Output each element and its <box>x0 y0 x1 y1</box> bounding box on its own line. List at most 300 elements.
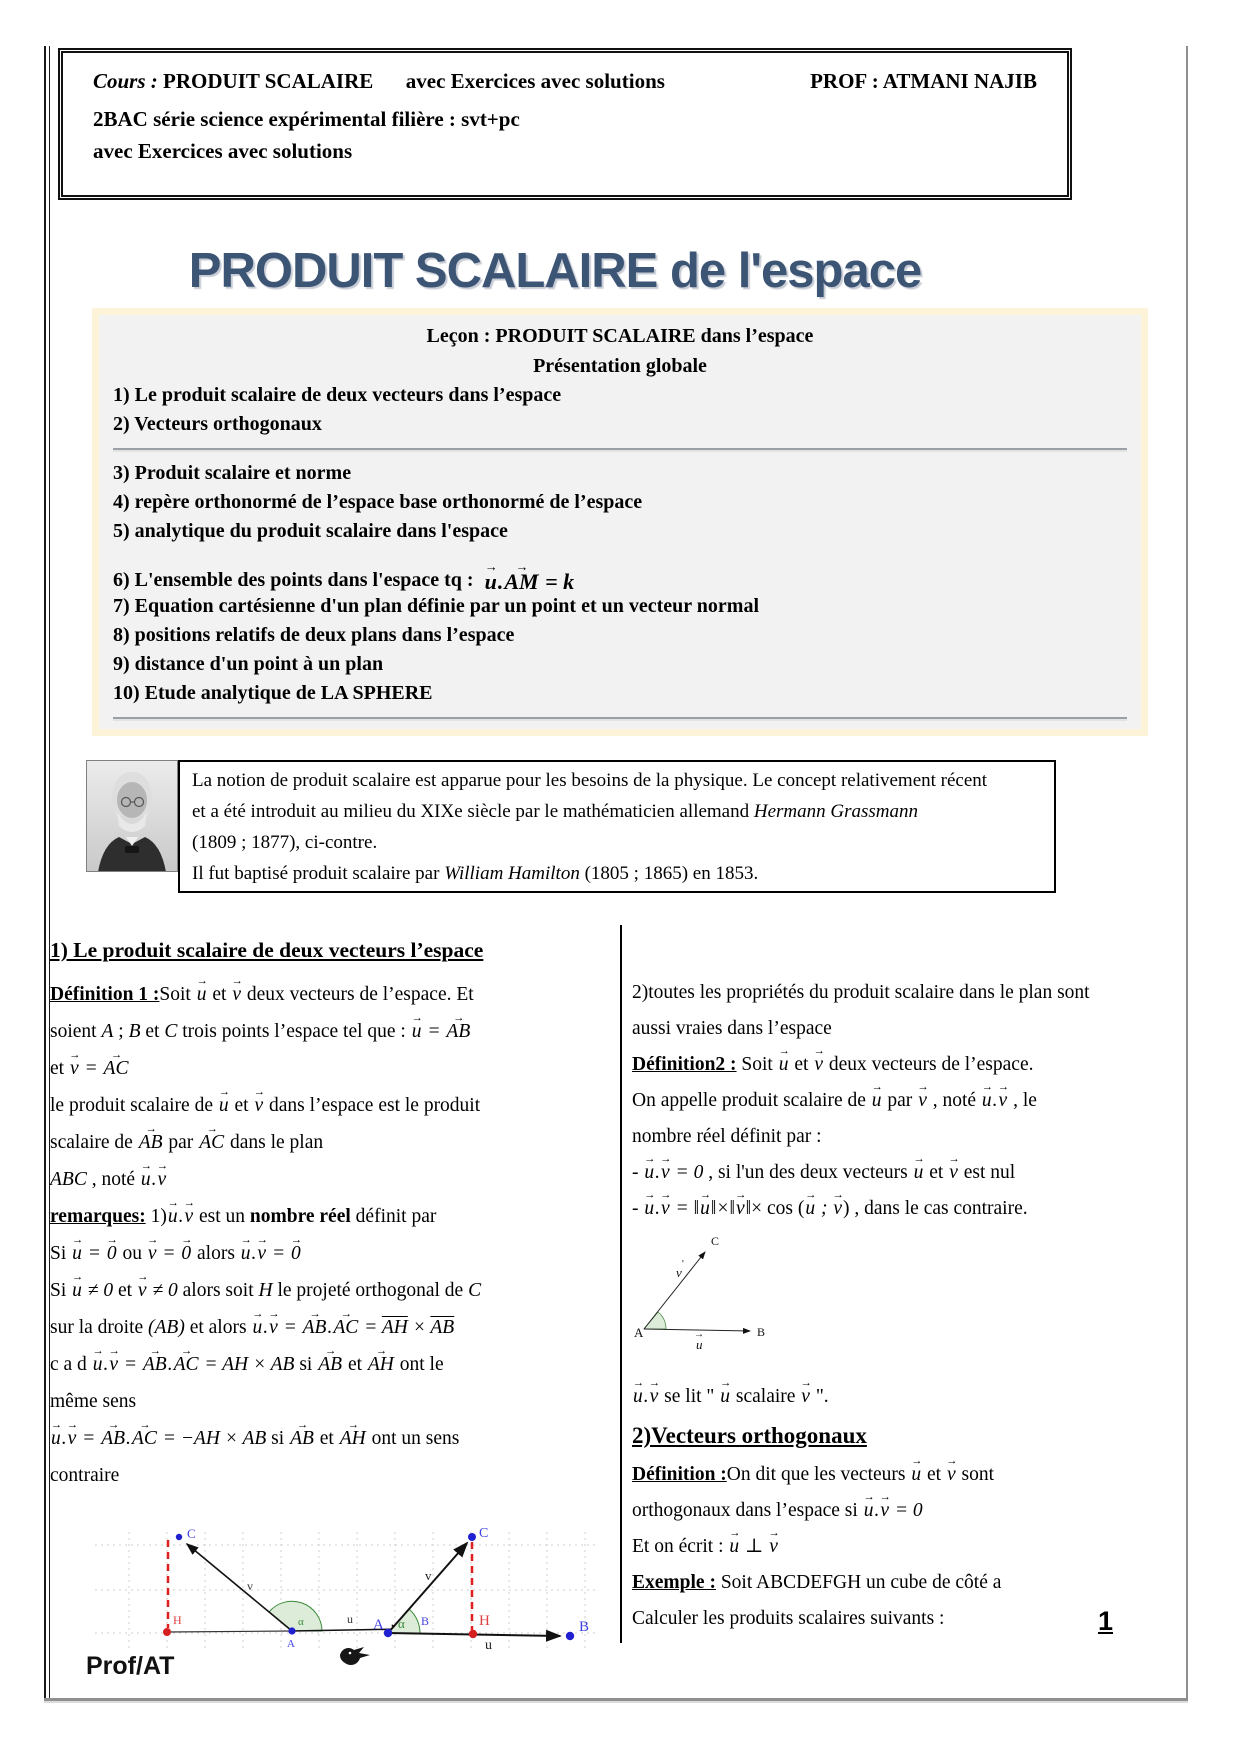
text-line <box>50 1013 615 1050</box>
point-C <box>468 1533 476 1541</box>
label-u: u <box>696 1337 703 1352</box>
text-segment: . <box>167 1354 173 1375</box>
course-title: PRODUIT SCALAIRE <box>163 69 374 93</box>
text-line <box>50 1346 615 1383</box>
text-segment: dans l’espace est le produit <box>264 1095 481 1116</box>
text-segment: C <box>468 1280 482 1301</box>
text-segment: deux vecteurs de l’espace. Et <box>241 984 474 1005</box>
text-segment: × <box>248 1354 271 1375</box>
text-segment: u → <box>913 1163 925 1183</box>
vector-v <box>644 1252 705 1329</box>
text-segment: . <box>251 1243 257 1264</box>
text-segment: u → <box>719 1387 731 1407</box>
text-segment: trois points l’espace tel que : <box>177 1021 411 1042</box>
lesson-item-7: 7) Equation cartésienne d'un plan définie par un point et un vecteur normal <box>113 595 759 617</box>
label-C: C <box>711 1234 720 1248</box>
label-H: H <box>173 1613 182 1627</box>
text-segment: Et on écrit : <box>632 1536 729 1557</box>
text-segment: si <box>266 1428 290 1449</box>
text-segment: v → <box>157 1170 168 1190</box>
column-divider <box>620 925 622 1643</box>
text-segment: v → <box>768 1537 779 1557</box>
text-segment: × <box>407 1317 431 1338</box>
text-segment: $\overline{AB}$ <box>430 1317 455 1338</box>
text-segment: et <box>229 1095 254 1116</box>
v-arrow-mark: ' <box>682 1259 684 1270</box>
footer-author: Prof/AT <box>86 1652 175 1680</box>
vector-v <box>187 1544 292 1631</box>
text-segment: v → <box>231 985 242 1005</box>
label-B: B <box>579 1619 590 1635</box>
text-segment: u → <box>699 1199 711 1219</box>
text-segment: = <box>267 1243 290 1264</box>
baseline <box>167 1631 292 1632</box>
text-segment: - <box>632 1162 644 1183</box>
text-segment: . <box>327 1317 333 1338</box>
text-line <box>50 1161 615 1198</box>
text-segment: et <box>789 1054 814 1075</box>
text-segment: = 0 <box>889 1500 923 1521</box>
section-2-heading: 2)Vecteurs orthogonaux <box>632 1423 867 1448</box>
text-segment: = <box>79 1058 103 1079</box>
text-segment: v → <box>832 1199 843 1219</box>
text-segment: On dit que les vecteurs <box>726 1464 911 1485</box>
label-u: u <box>485 1638 492 1653</box>
text-segment: Définition 1 : <box>50 984 160 1005</box>
label-H: H <box>479 1613 490 1629</box>
text-segment: Hermann Grassmann <box>753 801 919 822</box>
text-segment: est un <box>194 1206 250 1227</box>
text-line <box>632 1083 1184 1119</box>
text-segment: v → <box>147 1244 158 1264</box>
text-segment: ; <box>113 1021 129 1042</box>
text-segment: ABC <box>50 1169 87 1190</box>
text-segment: alors soit <box>177 1280 259 1301</box>
point-H <box>469 1630 477 1638</box>
text-segment: u → <box>167 1207 179 1227</box>
text-segment: ) <box>843 1198 855 1219</box>
text-segment: AB → <box>142 1355 168 1375</box>
text-segment: v → <box>879 1501 890 1521</box>
text-segment: AH <box>222 1354 249 1375</box>
text-segment: alors <box>192 1243 240 1264</box>
text-segment: × cos ( <box>751 1198 805 1219</box>
lesson-item-10: 10) Etude analytique de LA SPHERE <box>113 682 433 704</box>
text-segment: On appelle produit scalaire de <box>632 1090 871 1111</box>
text-segment: , noté <box>927 1090 981 1111</box>
section-2-text-a <box>632 975 1184 1227</box>
text-segment: est nul <box>958 1162 1016 1183</box>
text-line <box>632 1047 1184 1083</box>
text-segment: . <box>126 1428 131 1449</box>
lesson-item-8: 8) positions relatifs de deux plans dans l’espace <box>113 624 515 646</box>
text-segment: v → <box>69 1059 80 1079</box>
label-A: A <box>287 1638 295 1650</box>
text-segment: et <box>140 1021 165 1042</box>
text-segment: Calculer les produits scalaires suivants : <box>632 1608 945 1629</box>
text-segment: k <box>563 569 575 594</box>
lesson-item-6-formula <box>484 570 575 594</box>
text-segment: = <box>77 1428 101 1449</box>
text-segment: u → <box>140 1170 152 1190</box>
text-segment: = <box>359 1317 382 1338</box>
text-line <box>632 1155 1184 1191</box>
text-segment: et a été introduit au milieu du XIXe siècle par le mathématicien allemand <box>192 801 754 822</box>
text-segment: $\overline{AH}$ <box>381 1317 408 1338</box>
text-line <box>632 1011 1184 1047</box>
text-segment: AH → <box>367 1355 395 1375</box>
text-segment: v → <box>67 1429 78 1449</box>
section-2-text-b <box>632 1379 1184 1415</box>
text-segment: × <box>219 1428 243 1449</box>
text-segment: AH → <box>339 1429 367 1449</box>
page-frame-bottom <box>44 1698 1188 1701</box>
text-segment: v → <box>998 1091 1009 1111</box>
angle-figure <box>632 1229 892 1379</box>
text-segment: et <box>50 1058 69 1079</box>
divider <box>113 717 1127 719</box>
point-H <box>163 1628 171 1636</box>
text-segment: u → <box>196 985 208 1005</box>
page-title: PRODUIT SCALAIRE de l'espace <box>188 244 922 298</box>
section-1-heading: 1) Le produit scalaire de deux vecteurs l’espace <box>50 938 484 962</box>
text-segment: AC → <box>103 1059 130 1079</box>
footer-glyph-icon <box>338 1645 372 1676</box>
text-segment: = <box>422 1021 446 1042</box>
text-segment: - <box>632 1198 644 1219</box>
angle-wedge <box>269 1601 322 1631</box>
text-segment: u → <box>863 1501 875 1521</box>
text-segment: AH <box>193 1428 220 1449</box>
text-segment: et <box>922 1464 946 1485</box>
label-C: C <box>479 1528 489 1541</box>
text-segment: aussi vraies dans l’espace <box>632 1018 832 1039</box>
text-segment: définit par <box>350 1206 437 1227</box>
text-segment: et <box>314 1428 339 1449</box>
text-segment: v → <box>268 1318 279 1338</box>
text-segment: et <box>113 1280 137 1301</box>
history-box <box>178 760 1056 893</box>
text-line <box>632 1565 1184 1601</box>
text-segment: sont <box>956 1464 994 1485</box>
text-segment: C <box>164 1021 178 1042</box>
text-segment: Soit ABCDEFGH un cube de côté a <box>715 1572 1002 1593</box>
text-segment: u → <box>632 1387 644 1407</box>
text-line <box>632 975 1184 1011</box>
text-segment: Définition2 : <box>632 1054 737 1075</box>
text-segment: ont un sens <box>366 1428 460 1449</box>
label-alpha: α <box>298 1616 304 1628</box>
text-segment: v → <box>256 1244 267 1264</box>
divider <box>113 448 1127 450</box>
text-segment: u → <box>484 571 498 593</box>
text-line <box>632 1119 1184 1155</box>
text-segment: (1805 ; 1865) en 1853. <box>579 863 759 884</box>
text-segment: scalaire de <box>50 1132 138 1153</box>
lesson-item-6-text: 6) L'ensemble des points dans l'espace tq : <box>113 569 474 591</box>
text-line <box>632 1493 1184 1529</box>
text-segment: u → <box>50 1429 62 1449</box>
point-C <box>176 1534 182 1540</box>
page-frame-right <box>1186 46 1188 1700</box>
text-segment: v → <box>813 1055 824 1075</box>
text-segment: AB → <box>138 1133 164 1153</box>
left-column <box>50 935 615 1494</box>
text-segment: ‖ <box>745 1198 752 1219</box>
text-segment: . <box>874 1500 880 1521</box>
text-segment: u → <box>910 1465 922 1485</box>
text-segment: AC → <box>173 1355 200 1375</box>
text-segment: AB → <box>317 1355 343 1375</box>
text-segment: u → <box>778 1055 790 1075</box>
text-line <box>50 1124 615 1161</box>
text-segment: , dans le cas contraire. <box>854 1198 1028 1219</box>
text-segment: = <box>157 1243 181 1264</box>
text-segment: AB → <box>302 1318 328 1338</box>
text-segment: et <box>207 984 232 1005</box>
text-segment: c a d <box>50 1354 92 1375</box>
text-segment: le projeté orthogonal de <box>272 1280 469 1301</box>
text-segment: . <box>151 1169 157 1190</box>
lesson-subheading: Présentation globale <box>533 355 707 377</box>
text-line <box>632 1529 1184 1565</box>
page-number: 1 <box>1098 1606 1114 1636</box>
text-segment: u → <box>981 1091 993 1111</box>
text-segment: soient <box>50 1021 102 1042</box>
text-segment: ≠ 0 <box>82 1280 114 1301</box>
right-column <box>632 935 1184 1637</box>
text-segment: v → <box>649 1387 660 1407</box>
header-course <box>93 69 665 94</box>
point-A <box>288 1627 295 1634</box>
text-segment: contraire <box>50 1465 120 1486</box>
text-segment: v → <box>253 1096 264 1116</box>
text-line <box>632 1457 1184 1493</box>
header-box <box>58 48 1072 200</box>
text-line <box>50 1050 615 1087</box>
text-segment: u → <box>728 1537 740 1557</box>
text-line <box>50 1457 615 1494</box>
text-segment: , noté <box>86 1169 140 1190</box>
text-segment: remarques: <box>50 1206 146 1227</box>
text-segment: = <box>539 569 564 594</box>
label-B: B <box>421 1614 430 1628</box>
text-segment: AB → <box>289 1429 315 1449</box>
header-line-1 <box>93 69 1037 94</box>
text-segment: = <box>118 1354 142 1375</box>
text-segment: AM → <box>503 571 539 593</box>
text-segment: u → <box>71 1244 83 1264</box>
text-segment: ; <box>816 1198 833 1219</box>
text-segment: ". <box>810 1386 829 1407</box>
text-segment: scalaire <box>731 1386 801 1407</box>
text-segment: = <box>82 1243 106 1264</box>
text-line <box>50 1087 615 1124</box>
point-A <box>384 1629 392 1637</box>
text-segment: AB → <box>100 1429 126 1449</box>
course-suffix: avec Exercices avec solutions <box>405 69 665 93</box>
text-segment: et <box>343 1354 367 1375</box>
text-segment: u → <box>411 1022 423 1042</box>
text-segment: se lit " <box>659 1386 720 1407</box>
text-segment: même sens <box>50 1391 137 1412</box>
label-v: v <box>425 1568 432 1583</box>
text-segment: Exemple : <box>632 1572 716 1593</box>
text-segment: v → <box>660 1199 671 1219</box>
text-line <box>192 796 1042 827</box>
text-segment: B <box>128 1021 141 1042</box>
text-segment: Soit <box>736 1054 778 1075</box>
text-segment: William Hamilton <box>444 863 580 884</box>
section-1-text <box>50 976 615 1494</box>
text-segment: 0 → <box>106 1244 118 1264</box>
lesson-item-1: 1) Le produit scalaire de deux vecteurs dans l’espace <box>113 384 562 406</box>
text-line <box>192 765 1042 796</box>
text-segment: La notion de produit scalaire est apparue pour les besoins de la physique. Le concept relativement récent <box>192 770 988 791</box>
text-line <box>50 1309 615 1346</box>
text-segment: orthogonaux dans l’espace si <box>632 1500 863 1521</box>
text-segment: v → <box>137 1281 148 1301</box>
history-text <box>192 765 1042 889</box>
text-line <box>192 858 1042 889</box>
text-segment: . <box>497 569 504 594</box>
text-segment: ou <box>117 1243 147 1264</box>
text-segment: = <box>199 1354 223 1375</box>
lesson-item-9: 9) distance d'un point à un plan <box>113 653 384 675</box>
label-v: v <box>247 1579 253 1593</box>
text-segment: ont le <box>394 1354 444 1375</box>
text-segment: AC → <box>332 1318 359 1338</box>
text-segment: v → <box>660 1163 671 1183</box>
lesson-item-2: 2) Vecteurs orthogonaux <box>113 413 322 435</box>
text-line <box>50 976 615 1013</box>
text-segment: . <box>263 1317 269 1338</box>
prof-name: PROF : ATMANI NAJIB <box>810 69 1037 93</box>
text-segment: . <box>655 1162 660 1183</box>
text-segment: ≠ 0 <box>147 1280 178 1301</box>
text-line <box>50 1420 615 1457</box>
lesson-heading: Leçon : PRODUIT SCALAIRE dans l’espace <box>426 325 814 347</box>
text-line <box>192 827 1042 858</box>
text-segment: 0 → <box>290 1244 302 1264</box>
text-segment: ‖ <box>710 1198 717 1219</box>
text-segment: si <box>294 1354 318 1375</box>
text-segment: v → <box>735 1199 746 1219</box>
text-line <box>50 1235 615 1272</box>
label-u: u <box>347 1612 353 1626</box>
text-line <box>632 1191 1184 1227</box>
text-line <box>50 1198 615 1235</box>
label-v: v <box>676 1265 682 1280</box>
text-line <box>50 1272 615 1309</box>
label-C: C <box>187 1528 196 1541</box>
text-segment: par <box>882 1090 918 1111</box>
lesson-item-4: 4) repère orthonormé de l’espace base orthonormé de l’espace <box>113 491 643 513</box>
text-segment: ‖ <box>729 1198 735 1219</box>
portrait-image <box>86 760 178 872</box>
lesson-box <box>92 308 1148 736</box>
label-A: A <box>373 1617 384 1633</box>
text-segment: nombre réel <box>249 1206 351 1227</box>
text-line <box>632 1379 1184 1415</box>
text-segment: AC → <box>198 1133 225 1153</box>
text-segment: . <box>655 1198 660 1219</box>
lesson-item-6 <box>113 546 1127 592</box>
u-arrow-mark: → <box>694 1329 704 1340</box>
text-segment: u → <box>240 1244 252 1264</box>
label-A: A <box>634 1325 644 1340</box>
text-segment: v → <box>917 1091 928 1111</box>
course-label: Cours : <box>93 69 158 93</box>
text-segment: . <box>103 1354 109 1375</box>
diagram-acute <box>373 1528 589 1653</box>
text-segment: Définition : <box>632 1464 727 1485</box>
text-segment: (AB) <box>148 1317 185 1338</box>
text-segment: nombre réel définit par : <box>632 1126 822 1147</box>
text-segment: (1809 ; 1877), ci-contre. <box>192 832 378 853</box>
text-segment: 0 → <box>180 1244 192 1264</box>
text-segment: ⊥ <box>740 1536 769 1557</box>
text-segment: = <box>278 1317 302 1338</box>
text-segment: , le <box>1008 1090 1037 1111</box>
text-segment: AB → <box>445 1022 471 1042</box>
text-segment: × <box>716 1198 730 1219</box>
text-segment: . <box>178 1206 184 1227</box>
text-segment: v → <box>183 1207 194 1227</box>
text-segment: = − <box>157 1428 194 1449</box>
text-segment: H <box>258 1280 273 1301</box>
text-segment: le produit scalaire de <box>50 1095 218 1116</box>
text-segment: = 0 <box>670 1162 704 1183</box>
text-segment: v → <box>948 1163 959 1183</box>
text-segment: , si l'un des deux vecteurs <box>703 1162 913 1183</box>
text-segment: . <box>992 1090 998 1111</box>
text-segment: AB <box>270 1354 295 1375</box>
text-segment: ‖ <box>693 1198 700 1219</box>
text-segment: 1) <box>145 1206 167 1227</box>
text-segment: u → <box>643 1163 655 1183</box>
text-segment: u → <box>92 1355 104 1375</box>
text-segment: sur la droite <box>50 1317 149 1338</box>
text-segment: A <box>101 1021 114 1042</box>
text-segment: . <box>643 1386 649 1407</box>
text-segment: Si <box>50 1243 72 1264</box>
text-segment: u → <box>218 1096 230 1116</box>
header-line-3: avec Exercices avec solutions <box>93 139 353 163</box>
text-segment: par <box>163 1132 199 1153</box>
text-segment: deux vecteurs de l’espace. <box>823 1054 1034 1075</box>
text-segment: u → <box>71 1281 83 1301</box>
text-segment: Il fut baptisé produit scalaire par <box>192 863 445 884</box>
text-segment: Soit <box>159 984 196 1005</box>
label-B: B <box>757 1325 766 1339</box>
text-segment: u → <box>251 1318 263 1338</box>
lesson-item-3: 3) Produit scalaire et norme <box>113 462 352 484</box>
text-segment: . <box>61 1428 67 1449</box>
text-segment: Si <box>50 1280 72 1301</box>
text-segment: et <box>924 1162 949 1183</box>
text-segment: u → <box>871 1091 883 1111</box>
label-alpha: α <box>398 1616 405 1631</box>
text-line <box>50 1383 615 1420</box>
text-segment: et alors <box>184 1317 252 1338</box>
point-B <box>566 1632 574 1640</box>
text-segment: AB <box>242 1428 267 1449</box>
lesson-item-5: 5) analytique du produit scalaire dans l'espace <box>113 520 508 542</box>
text-segment: v → <box>108 1355 119 1375</box>
text-segment: dans le plan <box>225 1132 324 1153</box>
text-segment: u → <box>804 1199 816 1219</box>
